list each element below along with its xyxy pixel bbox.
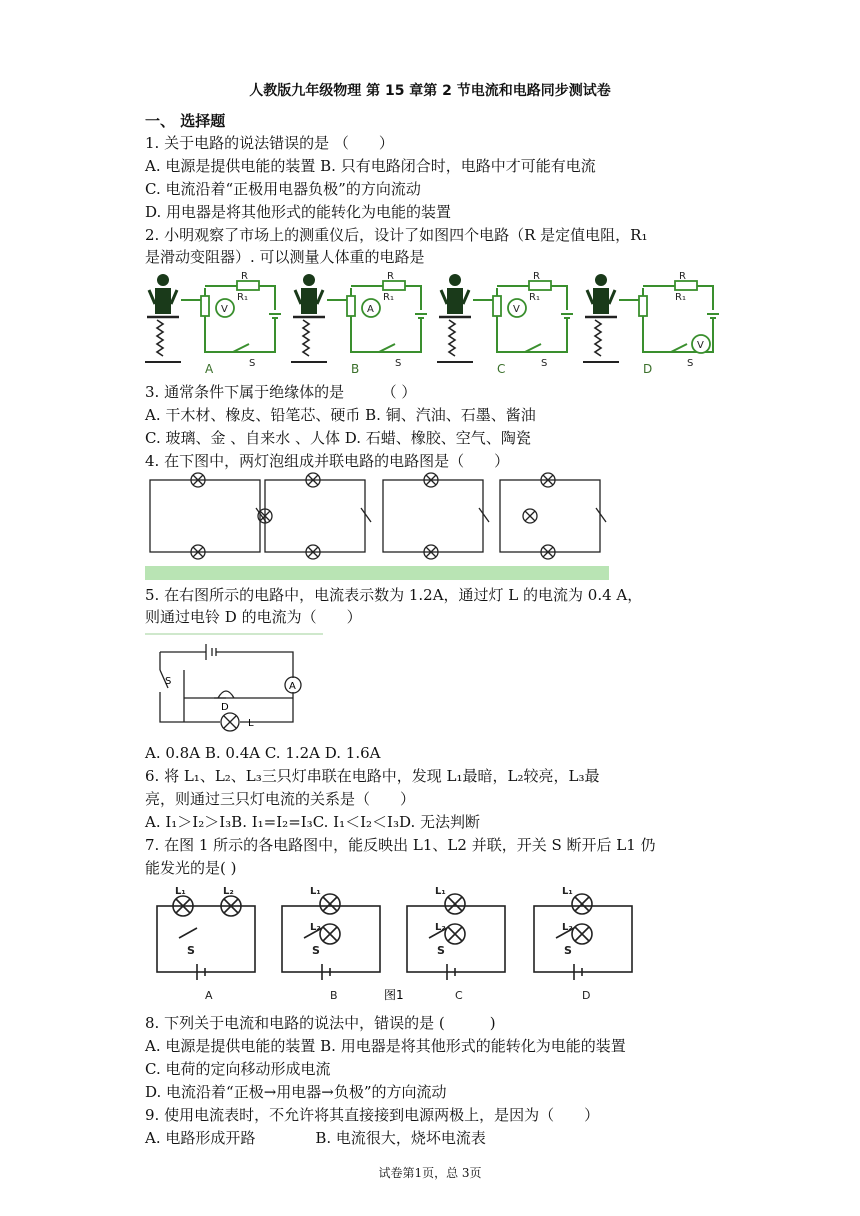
- q3-option-ab: A. 干木材、橡皮、铅笔芯、硬币 B. 铜、汽油、石墨、酱油: [145, 406, 536, 424]
- q2-meter-label: V: [221, 304, 228, 315]
- question-6: 6. 将 L₁、L₂、L₃三只灯串联在电路中，发现 L₁最暗，L₂较亮，L₃最: [145, 767, 600, 785]
- q2-circuit-c: [437, 271, 573, 376]
- q8-option-ab: A. 电源是提供电能的装置 B. 用电器是将其他形式的能转化为电能的装置: [145, 1037, 626, 1055]
- q4-circuit-d: [500, 473, 606, 579]
- q2-switch-label: S: [687, 358, 694, 369]
- q7-caption: 图1: [384, 988, 404, 1002]
- q2-option-label: B: [351, 362, 360, 376]
- q7-circuit-c: [407, 886, 505, 1002]
- q7-option-label: A: [205, 989, 213, 1002]
- q7-option-label: B: [330, 989, 338, 1002]
- q2-circuit-d: [583, 271, 719, 376]
- q2-r1-label: R₁: [383, 292, 394, 303]
- q2-circuit-a: [145, 271, 281, 376]
- question-4: 4. 在下图中，两灯泡组成并联电路的电路图是（ ）: [145, 452, 510, 470]
- question-7-cont: 能发光的是( ): [145, 859, 237, 877]
- q2-option-label: D: [643, 362, 653, 376]
- q7-l2-label: L₂: [223, 886, 234, 897]
- q2-r-label: R: [533, 271, 540, 282]
- q1-option-c: C. 电流沿着“正极用电器负极”的方向流动: [145, 180, 421, 198]
- q2-option-label: C: [497, 362, 506, 376]
- q2-circuit-b: [291, 271, 427, 376]
- q2-meter-label: A: [367, 304, 374, 315]
- question-8: 8. 下列关于电流和电路的说法中，错误的是 ( ): [145, 1014, 496, 1032]
- q5-ammeter-label: A: [289, 681, 296, 692]
- q2-r-label: R: [387, 271, 394, 282]
- q5-figure: [148, 640, 328, 735]
- q7-option-label: C: [455, 989, 463, 1002]
- q2-meter-label: V: [697, 340, 704, 351]
- q2-switch-label: S: [395, 358, 402, 369]
- q7-circuit-b: [282, 886, 380, 1002]
- q1-option-ab: A. 电源是提供电能的装置 B. 只有电路闭合时，电路中才可能有电流: [145, 157, 596, 175]
- q4-circuit-c: [383, 473, 489, 579]
- q7-option-label: D: [582, 989, 591, 1002]
- q4-circuit-a: [150, 473, 266, 579]
- page-title: 人教版九年级物理 第 15 章第 2 节电流和电路同步测试卷: [249, 83, 611, 99]
- q2-switch-label: S: [249, 358, 256, 369]
- q5-switch-label: S: [165, 676, 172, 687]
- q7-l1-label: L₁: [562, 886, 573, 897]
- q2-r-label: R: [679, 271, 686, 282]
- q2-figure: [145, 270, 735, 376]
- question-7: 7. 在图 1 所示的各电路图中，能反映出 L1、L2 并联，开关 S 断开后 L1 仍: [145, 836, 656, 854]
- q4-circuit-b: [258, 473, 371, 579]
- section-heading: 一、 选择题: [145, 112, 226, 130]
- q7-switch-label: S: [437, 944, 445, 957]
- question-1: 1. 关于电路的说法错误的是 （ ）: [145, 134, 394, 152]
- q7-switch-label: S: [564, 944, 572, 957]
- q7-switch-label: S: [187, 944, 195, 957]
- q1-option-d: D. 用电器是将其他形式的能转化为电能的装置: [145, 203, 452, 221]
- q7-l2-label: L₂: [435, 922, 446, 933]
- q2-r1-label: R₁: [675, 292, 686, 303]
- highlight-bar: [145, 566, 609, 580]
- q2-r1-label: R₁: [529, 292, 540, 303]
- q5-options: A. 0.8A B. 0.4A C. 1.2A D. 1.6A: [145, 744, 381, 762]
- question-2: 2. 小明观察了市场上的测重仪后，设计了如图四个电路（R 是定值电阻，R₁: [145, 226, 648, 244]
- q2-option-label: A: [205, 362, 214, 376]
- q3-option-cd: C. 玻璃、金 、自来水 、人体 D. 石蜡、橡胶、空气、陶瓷: [145, 429, 531, 447]
- question-6-cont: 亮，则通过三只灯电流的关系是（ ）: [145, 790, 416, 808]
- divider: [145, 633, 323, 635]
- question-9: 9. 使用电流表时，不允许将其直接接到电源两极上，是因为（ ）: [145, 1106, 600, 1124]
- q7-l1-label: L₁: [435, 886, 446, 897]
- question-5-cont: 则通过电铃 D 的电流为（ ）: [145, 608, 362, 626]
- q5-bell-label: D: [221, 702, 229, 713]
- q7-figure: [152, 882, 642, 1004]
- question-2-cont: 是滑动变阻器）. 可以测量人体重的电路是: [145, 248, 425, 266]
- q7-l1-label: L₁: [310, 886, 321, 897]
- q7-switch-label: S: [312, 944, 320, 957]
- q7-circuit-d: [534, 886, 632, 1002]
- q6-options: A. I₁＞I₂＞I₃B. I₁=I₂=I₃C. I₁＜I₂＜I₃D. 无法判断: [145, 813, 481, 831]
- q4-figure: [145, 472, 615, 580]
- q7-l2-label: L₂: [562, 922, 573, 933]
- q2-r1-label: R₁: [237, 292, 248, 303]
- q5-lamp-label: L: [248, 718, 254, 729]
- q7-circuit-a: [157, 886, 255, 1002]
- q8-option-d: D. 电流沿着“正极→用电器→负极”的方向流动: [145, 1083, 447, 1101]
- q2-r-label: R: [241, 271, 248, 282]
- q7-l1-label: L₁: [175, 886, 186, 897]
- q8-option-c: C. 电荷的定向移动形成电流: [145, 1060, 331, 1078]
- question-3: 3. 通常条件下属于绝缘体的是 （ ）: [145, 383, 417, 401]
- q2-switch-label: S: [541, 358, 548, 369]
- q7-l2-label: L₂: [310, 922, 321, 933]
- q9-option-ab: A. 电路形成开路 B. 电流很大，烧坏电流表: [145, 1129, 486, 1147]
- question-5: 5. 在右图所示的电路中，电流表示数为 1.2A，通过灯 L 的电流为 0.4 A，: [145, 586, 643, 604]
- q2-meter-label: V: [513, 304, 520, 315]
- page-footer: 试卷第1页，总 3页: [378, 1166, 482, 1180]
